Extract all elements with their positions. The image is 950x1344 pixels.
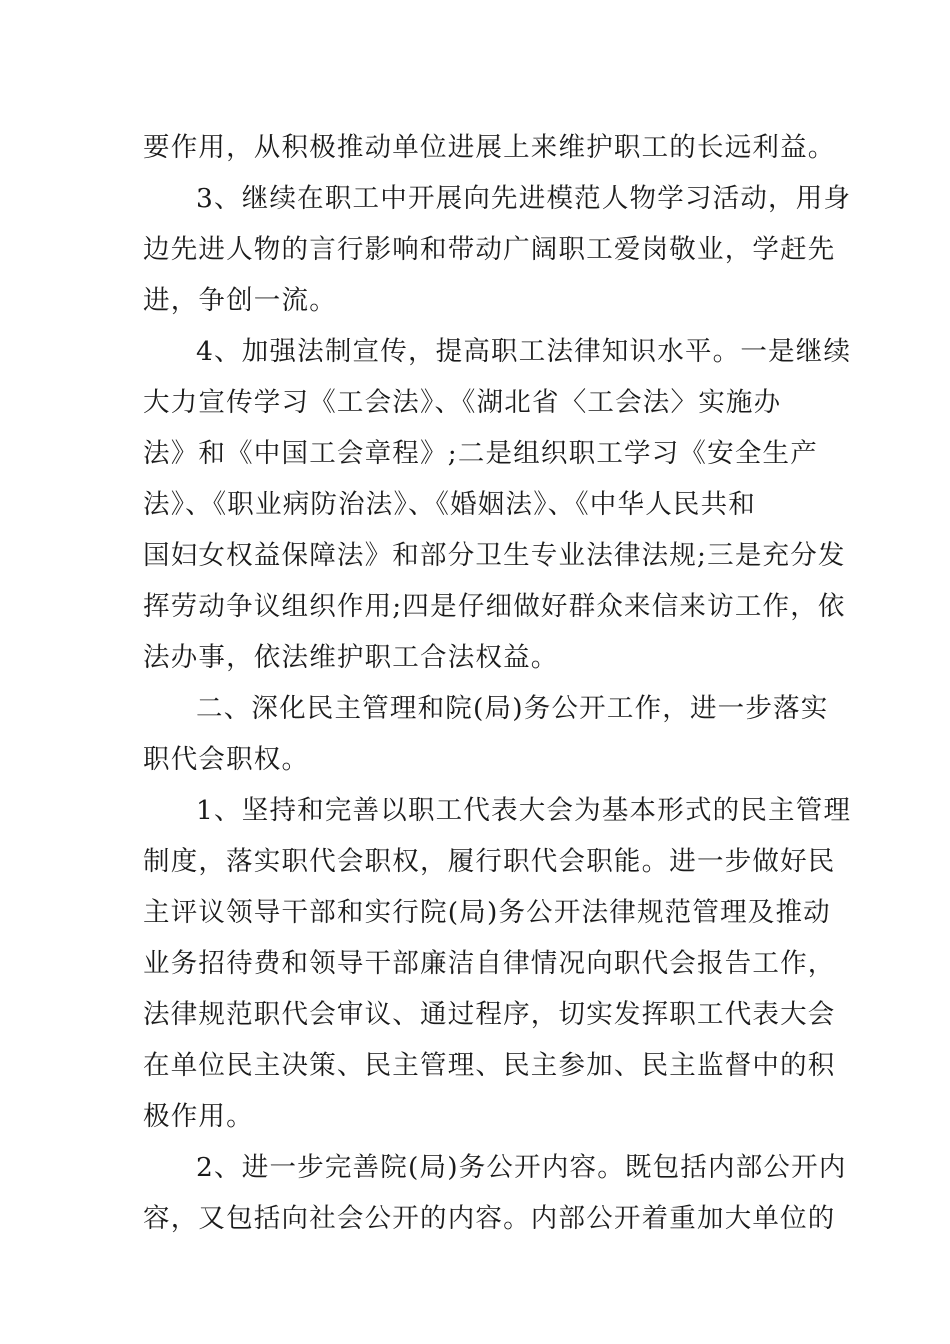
text-line-8: 法》、《职业病防治法》、《婚姻法》、《中华人民共和 bbox=[143, 489, 756, 520]
text-line-19: 在单位民主决策、民主管理、民主参加、民主监督中的积 bbox=[143, 1050, 836, 1081]
document-body bbox=[143, 122, 852, 1244]
text-line-2: 3、继续在职工中开展向先进模范人物学习活动，用身 bbox=[196, 183, 852, 214]
text-line-10: 挥劳动争议组织作用;四是仔细做好群众来信来访工作，依 bbox=[143, 591, 846, 622]
text-line-7: 法》和《中国工会章程》;二是组织职工学习《安全生产 bbox=[143, 438, 818, 469]
text-line-9: 国妇女权益保障法》和部分卫生专业法律法规;三是充分发 bbox=[143, 540, 846, 571]
text-line-1: 要作用，从积极推动单位进展上来维护职工的长远利益。 bbox=[143, 132, 836, 163]
text-line-16: 主评议领导干部和实行院(局)务公开法律规范管理及推动 bbox=[143, 897, 831, 928]
text-line-20: 极作用。 bbox=[143, 1101, 254, 1132]
text-line-6: 大力宣传学习《工会法》、《湖北省〈工会法〉实施办 bbox=[143, 387, 782, 418]
text-line-15: 制度，落实职代会职权，履行职代会职能。进一步做好民 bbox=[143, 846, 836, 877]
text-line-5: 4、加强法制宣传，提高职工法律知识水平。一是继续 bbox=[196, 336, 852, 367]
text-line-12: 二、深化民主管理和院(局)务公开工作，进一步落实 bbox=[196, 693, 829, 724]
text-line-18: 法律规范职代会审议、通过程序，切实发挥职工代表大会 bbox=[143, 999, 836, 1030]
text-line-21: 2、进一步完善院(局)务公开内容。既包括内部公开内 bbox=[196, 1152, 847, 1183]
text-line-22: 容，又包括向社会公开的内容。内部公开着重加大单位的 bbox=[143, 1203, 836, 1234]
text-line-14: 1、坚持和完善以职工代表大会为基本形式的民主管理 bbox=[196, 795, 852, 826]
text-line-3: 边先进人物的言行影响和带动广阔职工爱岗敬业，学赶先 bbox=[143, 234, 836, 265]
text-line-13: 职代会职权。 bbox=[143, 744, 310, 775]
text-line-17: 业务招待费和领导干部廉洁自律情况向职代会报告工作， bbox=[143, 948, 836, 979]
text-line-4: 进，争创一流。 bbox=[143, 285, 337, 316]
text-line-11: 法办事，依法维护职工合法权益。 bbox=[143, 642, 559, 673]
